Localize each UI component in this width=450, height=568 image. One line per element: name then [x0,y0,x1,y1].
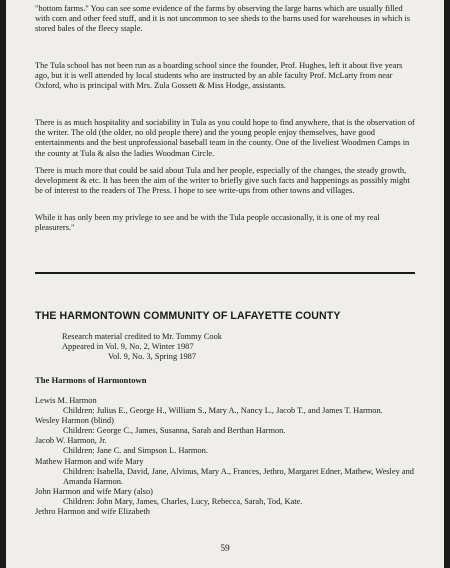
family-name: Jacob W. Harmon, Jr. [35,436,107,446]
credit-line: Vol. 9, No. 3, Spring 1987 [108,352,197,362]
subheading: The Harmons of Harmontown [35,375,147,385]
paragraph-text: While it has only been my privlege to see and be with the Tula people occasionally, it is one of my real pleasurers." [35,213,380,233]
paragraph-text: There is as much hospitality and sociability in Tula as you could hope to find anywhere, that is the observation of the writer. The old (the older, no old people there) and the young people enjoy themselves, have good entertainments and the best unprofessional baseball team in the county. One of the liveliest Woodmen Camps in the county at Tula & also the ladies Woodman Circle. [35,118,415,158]
family-name: Wesley Harmon (blind) [35,416,114,426]
family-name: Mathew Harmon and wife Mary [35,456,144,466]
credit-line: Appeared in Vol. 9, No. 2, Winter 1987 [62,342,194,352]
credit-line: Research material credited to Mr. Tommy Cook [62,332,222,341]
paragraph-closing [35,213,415,233]
family-children: Children: George C., James, Susanna, Sarah and Berthan Harmon. [63,426,286,436]
paragraph-text: The Tula school has not been run as a boarding school since the founder, Prof. Hughes, left it about five years ago, but it is well attended by local students who are instructed by an able faculty Prof. McLarty from near Oxford, who is principal with Mrs. Zula Gossett & Miss Hodge, assistants. [35,61,403,91]
family-children: Children: Isabella, David, Jane, Alvinus, Mary A., Frances, Jethro, Margaret Edner, Mathew, Wesley and Amanda Harmon. [63,466,414,486]
paragraph-more-about-tula [35,166,415,197]
family-name: Lewis M. Harmon [35,396,97,405]
family-name: Jethro Harmon and wife Elizabeth [35,507,150,517]
harmon-family-list [35,396,425,517]
document-page [6,0,444,568]
family-name: John Harmon and wife Mary (also) [35,486,153,496]
section-title: THE HARMONTOWN COMMUNITY OF LAFAYETTE COUNTY [35,310,341,322]
horizontal-divider [35,272,415,274]
family-children: Children: Julius E., George H., William S., Mary A., Nancy L., Jacob T., and James T. Harmon. [63,406,383,416]
research-credits [62,332,362,363]
paragraph-text: There is much more that could be said about Tula and her people, especially of the changes, the steady growth, development & etc. It has been the aim of the writer to briefly give such facts and happenings as possibly might be of interest to the readers of The Press. I hope to see write-ups from other towns and villages. [35,166,410,196]
paragraph-tula-school [35,61,415,92]
paragraph-text: "bottom farms." You can see some evidence of the farms by observing the large barns which are usually filled with corn and other feed stuff, and it is not uncommon to see sheds to the barns used for warehouses in which is stored bales of the fleecy staple. [35,4,411,34]
family-children: Children: John Mary, James, Charles, Lucy, Rebecca, Sarah, Tod, Kate. [63,496,303,506]
paragraph-hospitality [35,118,415,159]
page-number: 59 [220,544,230,554]
family-children: Children: Jane C. and Simpson L. Harmon. [63,446,208,456]
paragraph-bottom-farms [35,4,415,35]
